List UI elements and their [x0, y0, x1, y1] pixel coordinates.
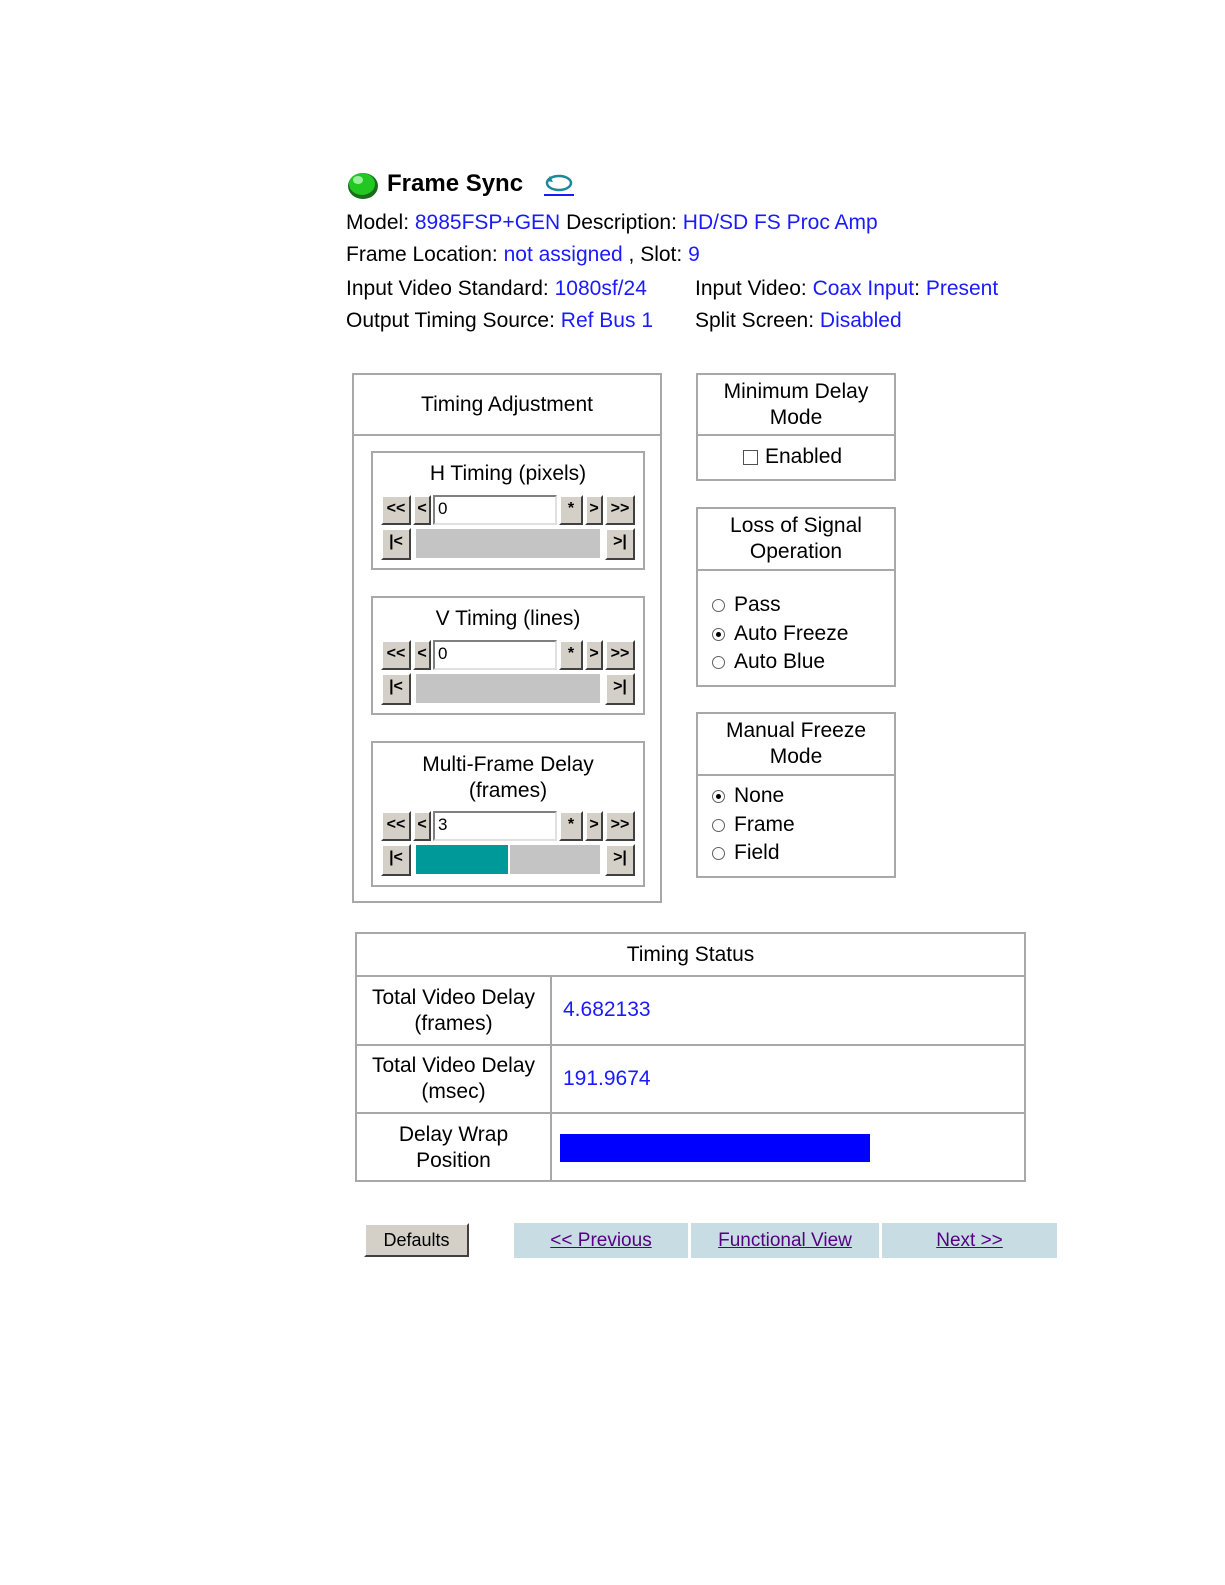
input-std-label: Input Video Standard:	[346, 277, 549, 300]
radio-frame[interactable]	[712, 813, 795, 837]
minimum-delay-title-line2: Mode	[769, 405, 823, 429]
slot-value: 9	[688, 243, 700, 266]
mf-star-button[interactable]: *	[559, 811, 583, 841]
v-max-button[interactable]: >|	[605, 673, 635, 705]
manual-freeze-title-line1: Manual Freeze	[725, 719, 867, 742]
v-timing-input[interactable]: 0	[433, 640, 557, 670]
radio-auto-blue-label: Auto Blue	[734, 650, 826, 673]
frame-location-value: not assigned	[503, 243, 623, 266]
output-timing-label: Output Timing Source:	[346, 309, 555, 332]
v-timing-title: V Timing (lines)	[435, 607, 581, 630]
ts-frames-label-line2: (frames)	[414, 1011, 493, 1035]
ts-frames-label-line1: Total Video Delay	[371, 985, 536, 1009]
multi-frame-title-line2: (frames)	[468, 779, 548, 802]
ts-msec-label-line1: Total Video Delay	[371, 1054, 536, 1077]
delay-wrap-bar	[560, 1134, 870, 1162]
ts-row-wrap	[357, 1112, 1024, 1182]
ts-frames-value: 4.682133	[563, 998, 651, 1021]
v-fwd-button[interactable]: >	[585, 640, 603, 670]
h-min-button[interactable]: |<	[381, 528, 411, 560]
loss-of-signal-title-line1: Loss of Signal	[730, 514, 862, 537]
multi-frame-slider-fill	[416, 845, 510, 874]
input-video-line	[695, 277, 998, 301]
manual-freeze-title	[698, 714, 894, 776]
multi-frame-slider[interactable]	[416, 845, 600, 874]
mf-fast-fwd-button[interactable]: >>	[605, 811, 635, 841]
h-star-button[interactable]: *	[559, 495, 583, 525]
ts-wrap-label-line1: Delay Wrap	[398, 1123, 509, 1146]
multi-frame-input[interactable]: 3	[433, 811, 557, 841]
h-fwd-button[interactable]: >	[585, 495, 603, 525]
h-timing-control	[371, 451, 645, 570]
input-video-separator: :	[914, 277, 920, 300]
radio-field-label: Field	[734, 841, 780, 864]
refresh-icon[interactable]	[542, 171, 576, 197]
nav-next-cell	[882, 1223, 1057, 1258]
radio-none-label: None	[734, 784, 785, 807]
slot-label: , Slot:	[628, 243, 683, 266]
split-screen-label: Split Screen:	[695, 309, 815, 332]
radio-auto-freeze-circle[interactable]	[712, 628, 725, 641]
radio-none-circle[interactable]	[712, 790, 725, 803]
v-fast-back-button[interactable]: <<	[381, 640, 411, 670]
radio-field-circle[interactable]	[712, 847, 725, 860]
enabled-checkbox[interactable]	[743, 450, 758, 465]
minimum-delay-title	[698, 375, 894, 436]
h-timing-input[interactable]: 0	[433, 495, 557, 525]
defaults-button[interactable]: Defaults	[364, 1223, 469, 1257]
v-timing-slider[interactable]	[416, 674, 600, 703]
radio-auto-freeze-label: Auto Freeze	[734, 622, 849, 645]
model-value: 8985FSP+GEN	[414, 211, 561, 234]
radio-auto-blue[interactable]	[712, 650, 825, 674]
loss-of-signal-title	[698, 509, 894, 571]
delay-wrap-bar-track	[560, 1134, 1023, 1162]
h-back-button[interactable]: <	[413, 495, 431, 525]
minimum-delay-title-line1: Minimum Delay	[723, 379, 869, 403]
previous-link[interactable]: << Previous	[550, 1230, 652, 1251]
ts-frames-label	[357, 977, 552, 1044]
v-star-button[interactable]: *	[559, 640, 583, 670]
frame-location-label: Frame Location:	[346, 243, 498, 266]
input-video-label: Input Video:	[695, 277, 807, 300]
h-max-button[interactable]: >|	[605, 528, 635, 560]
input-std-line	[346, 277, 647, 301]
radio-pass-label: Pass	[734, 593, 781, 616]
next-link[interactable]: Next >>	[936, 1230, 1003, 1251]
timing-adjustment-panel	[352, 373, 662, 903]
status-led-icon	[346, 170, 380, 200]
h-fast-fwd-button[interactable]: >>	[605, 495, 635, 525]
nav-functional-view-cell	[691, 1223, 879, 1258]
description-value: HD/SD FS Proc Amp	[682, 211, 878, 234]
mf-max-button[interactable]: >|	[605, 844, 635, 876]
model-line	[346, 211, 878, 235]
enabled-checkbox-row[interactable]	[743, 445, 842, 469]
nav-previous-cell	[514, 1223, 688, 1258]
multi-frame-title	[373, 752, 643, 804]
manual-freeze-title-line2: Mode	[769, 745, 823, 768]
multi-frame-title-line1: Multi-Frame Delay	[422, 753, 594, 776]
radio-pass[interactable]	[712, 593, 781, 617]
loss-of-signal-panel	[696, 507, 896, 687]
input-std-value: 1080sf/24	[554, 277, 647, 300]
radio-pass-circle[interactable]	[712, 599, 725, 612]
v-min-button[interactable]: |<	[381, 673, 411, 705]
functional-view-link[interactable]: Functional View	[718, 1230, 852, 1251]
manual-freeze-panel	[696, 712, 896, 878]
h-fast-back-button[interactable]: <<	[381, 495, 411, 525]
radio-frame-circle[interactable]	[712, 819, 725, 832]
radio-auto-freeze[interactable]	[712, 622, 848, 646]
ts-msec-label-line2: (msec)	[421, 1080, 486, 1103]
minimum-delay-panel	[696, 373, 896, 481]
split-screen-value: Disabled	[819, 309, 902, 332]
radio-field[interactable]	[712, 841, 780, 865]
input-video-status: Present	[925, 277, 999, 300]
radio-none[interactable]	[712, 784, 784, 808]
page-title: Frame Sync	[387, 170, 524, 197]
ts-wrap-label-line2: Position	[416, 1149, 491, 1172]
timing-status-title: Timing Status	[626, 943, 755, 966]
mf-back-button[interactable]: <	[413, 811, 431, 841]
mf-fast-back-button[interactable]: <<	[381, 811, 411, 841]
output-timing-line	[346, 309, 653, 333]
v-fast-fwd-button[interactable]: >>	[605, 640, 635, 670]
output-timing-value: Ref Bus 1	[560, 309, 653, 332]
model-label: Model:	[346, 211, 410, 234]
description-label: Description:	[566, 211, 677, 234]
enabled-label: Enabled	[765, 445, 843, 468]
v-timing-control	[371, 596, 645, 715]
ts-wrap-label	[357, 1114, 552, 1182]
mf-fwd-button[interactable]: >	[585, 811, 603, 841]
input-video-value: Coax Input	[812, 277, 915, 300]
timing-status-table	[355, 932, 1026, 1182]
split-screen-line	[695, 309, 902, 333]
ts-msec-value: 191.9674	[563, 1067, 651, 1090]
h-timing-slider[interactable]	[416, 529, 600, 558]
multi-frame-delay-control	[371, 741, 645, 887]
radio-auto-blue-circle[interactable]	[712, 656, 725, 669]
timing-adjustment-title: Timing Adjustment	[354, 375, 660, 436]
frame-location-line	[346, 243, 700, 267]
ts-row-frames	[357, 975, 1024, 1044]
mf-min-button[interactable]: |<	[381, 844, 411, 876]
radio-frame-label: Frame	[734, 813, 795, 836]
ts-row-msec	[357, 1044, 1024, 1112]
ts-msec-label	[357, 1046, 552, 1112]
v-back-button[interactable]: <	[413, 640, 431, 670]
loss-of-signal-title-line2: Operation	[749, 540, 843, 563]
h-timing-title: H Timing (pixels)	[429, 462, 587, 485]
